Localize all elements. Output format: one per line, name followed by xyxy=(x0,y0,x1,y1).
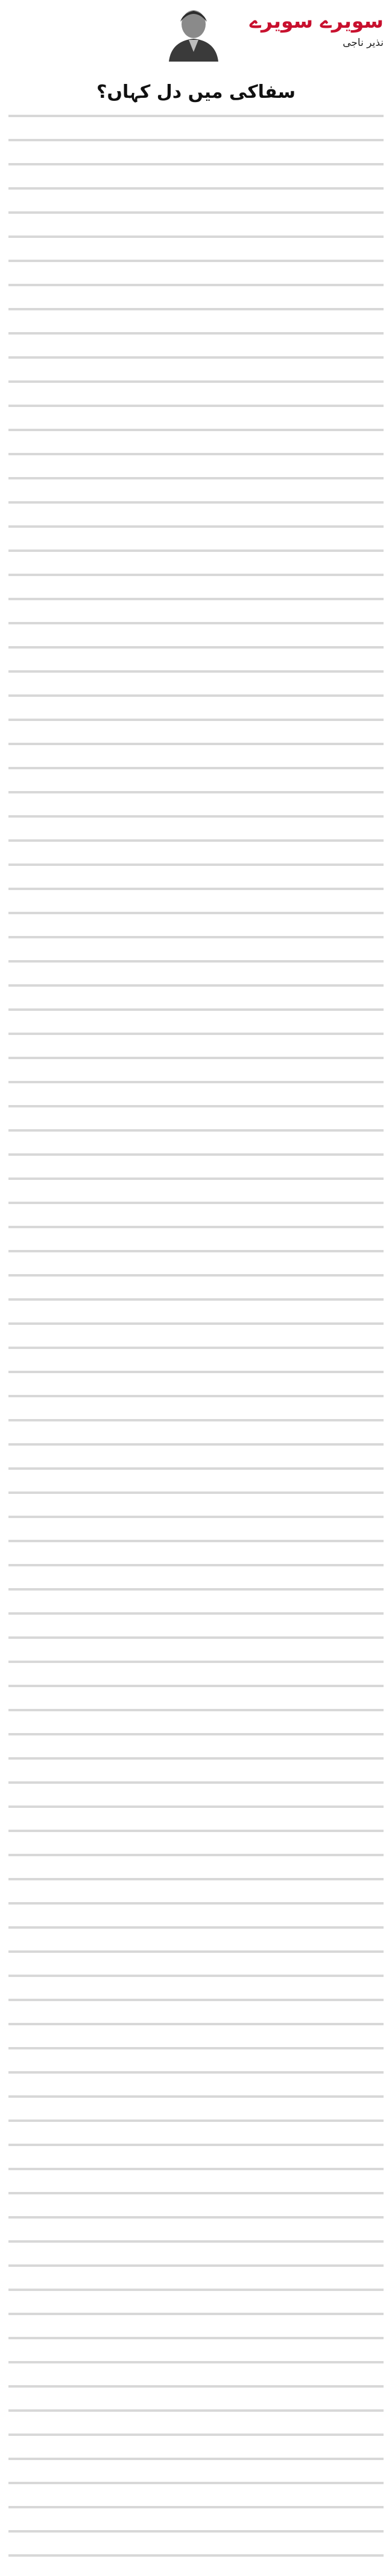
body-text-placeholder xyxy=(8,104,384,2562)
article-title: سفاکی میں دل کہاں؟ xyxy=(96,82,296,103)
author-photo xyxy=(160,4,227,62)
masthead xyxy=(239,8,384,59)
author-email xyxy=(239,51,384,59)
column-header xyxy=(0,0,392,63)
article-body xyxy=(8,104,384,2562)
author-name: نذیر ناجی xyxy=(343,37,384,49)
column-name: سویرے سویرے xyxy=(249,9,384,33)
